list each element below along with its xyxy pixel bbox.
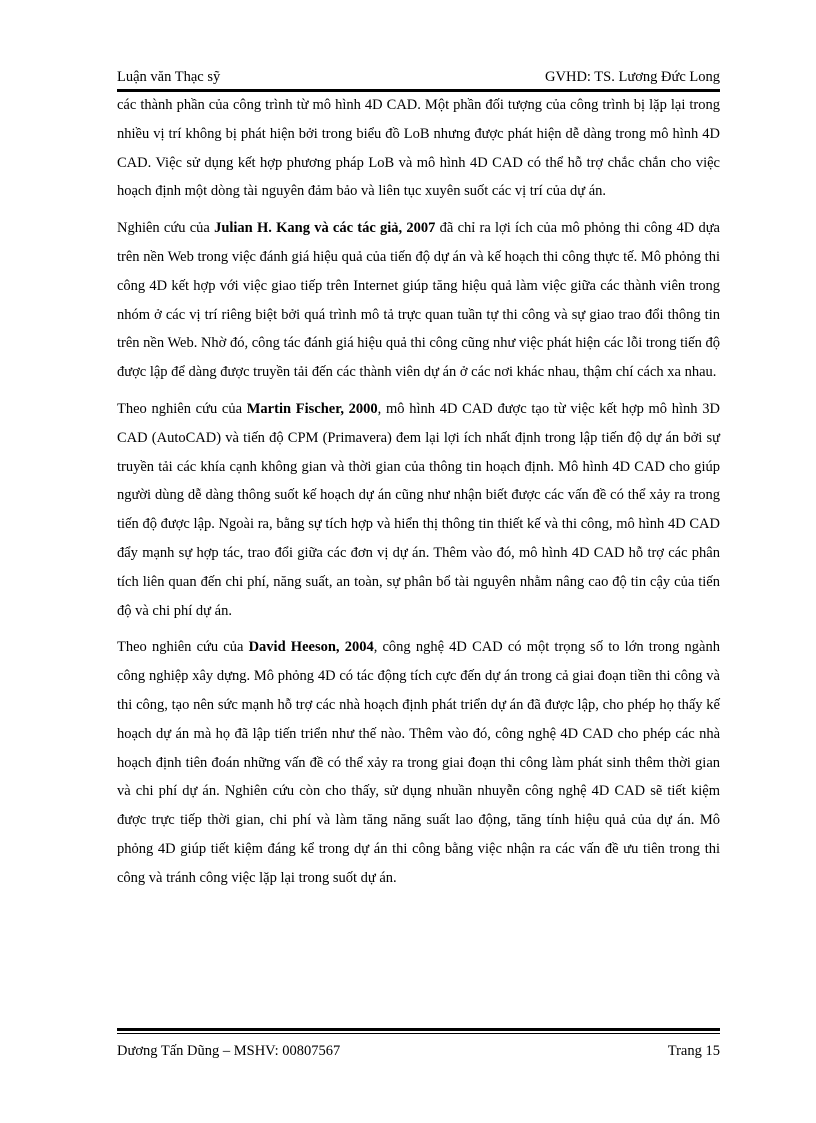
footer-author: Dương Tấn Dũng – MSHV: 00807567 [117,1043,341,1059]
paragraph-3-text-rest: , mô hình 4D CAD được tạo từ việc kết hợp mô hình 3D CAD (AutoCAD) và tiến độ CPM (Primavera) đem lại lợi ích nhất định trong lập tiến độ dự án bởi sự truyền tải các khía cạnh không gian và thời gian của thông tin hoạch định. Mô hình 4D CAD cho giúp người dùng dễ dàng thông suốt kế hoạch dự án cũng như nhận biết được các vấn đề có thể xảy ra trong tiến độ được lập. Ngoài ra, bằng sự tích hợp và hiển thị thông tin thiết kế và thi công, mô hình 4D CAD đẩy mạnh sự hợp tác, trao đổi giữa các đơn vị dự án. Thêm vào đó, mô hình 4D CAD hỗ trợ các phân tích liên quan đến chi phí, năng suất, an toàn, sự phân bổ tài nguyên nhằm nâng cao độ tin cậy của tiến độ và chi phí dự án. [117,400,720,619]
paragraph-2 [117,214,720,387]
paragraph-3-text-lead: Theo nghiên cứu của [117,400,247,417]
paragraph-2-text-rest: đã chỉ ra lợi ích của mô phỏng thi công 4D dựa trên nền Web trong việc đánh giá hiệu quả của tiến độ dự án và kế hoạch thi công thực tế. Mô phỏng thi công 4D kết hợp với việc giao tiếp trên Internet giúp tăng hiệu quả làm việc giữa các thành viên trong nhóm ở các vị trí riêng biệt bởi quá trình mô tả trực quan tuần tự thi công và sự giao trao đổi thông tin trên nền Web. Nhờ đó, công tác đánh giá hiệu quả thi công cũng như việc phát hiện các lỗi trong tiến độ được lập để dàng được truyền tải đến các thành viên dự án ở các nơi khác nhau, thậm chí cách xa nhau. [117,220,720,381]
paragraph-2-text-lead: Nghiên cứu của [117,220,215,237]
paragraph-4-text-lead: Theo nghiên cứu của [117,639,249,656]
page-footer [117,1040,720,1062]
page-body [117,91,720,901]
page-header [117,66,720,88]
paragraph-4 [117,633,720,892]
footer-rule-thin [117,1033,720,1034]
paragraph-2-citation: Julian H. Kang và các tác giả, 2007 [214,220,436,237]
paragraph-3 [117,395,720,625]
header-advisor: GVHD: TS. Lương Đức Long [545,69,720,85]
paragraph-1 [117,91,720,206]
header-thesis-type: Luận văn Thạc sỹ [117,69,221,85]
page-number: Trang 15 [667,1043,720,1059]
footer-rule-thick [117,1028,720,1031]
paragraph-1-text: các thành phần của công trình từ mô hình 4D CAD. Một phần đối tượng của công trình bị lặp lại trong nhiều vị trí không bị phát hiện bởi trong biểu đồ LoB nhưng được phát hiện dễ dàng trong mô hình 4D CAD. Việc sử dụng kết hợp phương pháp LoB và mô hình 4D CAD có thể hỗ trợ chắc chắn cho việc hoạch định một dòng tài nguyên đảm bảo và liên tục xuyên suốt các vị trí của dự án. [117,97,720,200]
paragraph-3-citation: Martin Fischer, 2000 [246,400,378,417]
paragraph-4-citation: David Heeson, 2004 [248,639,374,656]
paragraph-4-text-rest: , công nghệ 4D CAD có một trọng số to lớn trong ngành công nghiệp xây dựng. Mô phỏng 4D có tác động tích cực đến dự án trong cả giai đoạn tiền thi công và thi công, tạo nên sức mạnh hỗ trợ các nhà hoạch định phát triển dự án đã được lập, cho phép họ thấy kế hoạch dự án mà họ đã lập tiến triển như thế nào. Thêm vào đó, công nghệ 4D CAD cho phép các nhà hoạch định tiên đoán những vấn đề có thể xảy ra trong giai đoạn thi công làm phát sinh thêm thời gian và chi phí dự án. Nghiên cứu còn cho thấy, sử dụng nhuần nhuyễn công nghệ 4D CAD sẽ tiết kiệm được trực tiếp thời gian, chi phí và làm tăng năng suất lao động, tăng tính hiệu quả của dự án. Mô phỏng 4D giúp tiết kiệm đáng kể trong dự án thi công bằng việc nhận ra các vấn đề ưu tiên trong thi công và tránh công việc lặp lại trong suốt dự án. [117,639,720,886]
